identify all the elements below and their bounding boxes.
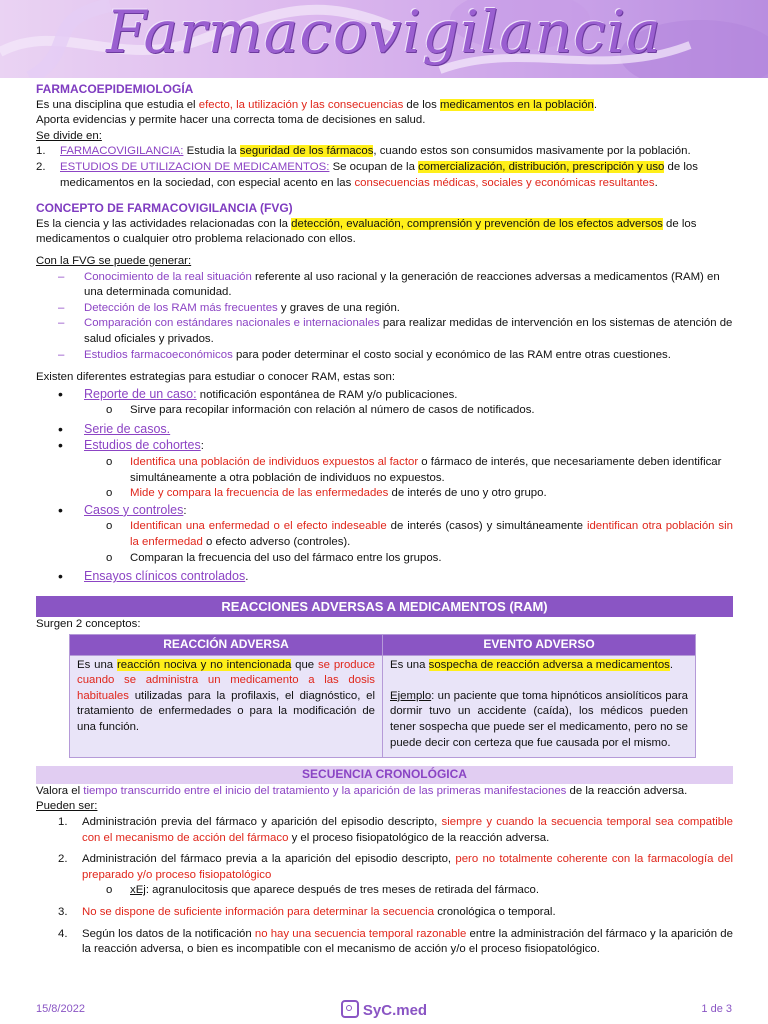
sub-list-item: o Identifica una población de individuos expuestos al factor o fármaco de interés, que necesariamente deben identificar simultáneamente a otra población de individuos no expuestos. bbox=[106, 456, 722, 484]
sub-list-item: o Comparan la frecuencia del uso del fármaco entre los grupos. bbox=[106, 551, 442, 564]
paragraph: Valora el tiempo transcurrido entre el inicio del tratamiento y la aparición de las primeras manifestaciones de la reacción adversa. bbox=[36, 784, 688, 797]
subheading: Se divide en: bbox=[36, 129, 102, 142]
paragraph: Es la ciencia y las actividades relacionadas con la detección, evaluación, comprensión y prevención de los efectos adversos de los medicamentos o cualquier otro problema relacionado con ellos. bbox=[36, 217, 697, 246]
table-cell: Es una sospecha de reacción adversa a medicamentos. Ejemplo: un paciente que toma hipnóticos ansiolíticos para dormir tuvo un accidente (caída), los médicos pueden tener sospecha que puede ser el medicamento, pero no se puede decir con certeza que fue causada por el mismo. bbox=[383, 655, 696, 758]
list-item: 3. No se dispone de suficiente información para determinar la secuencia cronológica o temporal. bbox=[58, 905, 556, 918]
sub-list-item: o Identifican una enfermedad o el efecto indeseable de interés (casos) y simultáneamente identifican otra población sin la enfermedad o efecto adverso (controles). bbox=[106, 520, 733, 549]
list-item: • Serie de casos. bbox=[58, 420, 171, 437]
section-band-ram: REACCIONES ADVERSAS A MEDICAMENTOS (RAM) bbox=[36, 596, 733, 618]
sub-list-item: o Sirve para recopilar información con relación al número de casos de notificados. bbox=[106, 404, 535, 417]
list-item: • Ensayos clínicos controlados. bbox=[58, 568, 249, 585]
table-header: EVENTO ADVERSO bbox=[383, 635, 696, 656]
list-item: 2. Administración del fármaco previa a la aparición del episodio descripto, pero no totalmente coherente con la farmacología del preparado y/o proceso fisiopatológico bbox=[58, 853, 733, 881]
footer-page-number: 1 de 3 bbox=[701, 1003, 732, 1015]
document-body bbox=[36, 82, 733, 958]
list-item: 4. Según los datos de la notificación no hay una secuencia temporal razonable entre la administración del fármaco y la aparición de la reacción adversa, o bien es incompatible con el mecanismo de acción y/o el proceso fisiopatológico. bbox=[58, 927, 733, 956]
paragraph: Surgen 2 conceptos: bbox=[36, 618, 141, 631]
list-item: • Casos y controles: bbox=[58, 501, 187, 518]
header-banner bbox=[0, 0, 768, 78]
section-band-secuencia: SECUENCIA CRONOLÓGICA bbox=[36, 766, 733, 784]
list-item: – Comparación con estándares nacionales e internacionales para realizar medidas de intervención en los sistemas de atención de salud oficiales y privados. bbox=[58, 317, 733, 345]
list-item: 2. ESTUDIOS DE UTILIZACION DE MEDICAMENTOS: Se ocupan de la comercialización, distribución, prescripción y uso de los medicamentos en la sociedad, con especial acento en las consecuencias médicas, sociales y económicas resultantes. bbox=[36, 160, 698, 189]
list-item: – Estudios farmacoeconómicos para poder determinar el costo social y económico de las RAM entre otras cuestiones. bbox=[58, 348, 671, 361]
subheading: Pueden ser: bbox=[36, 800, 98, 813]
footer-brand: SyC.med bbox=[0, 1000, 768, 1019]
subheading: Con la FVG se puede generar: bbox=[36, 254, 192, 267]
sub-list-item: o xEj: agranulocitosis que aparece después de tres meses de retirada del fármaco. bbox=[106, 884, 540, 897]
page-title: Farmacovigilancia bbox=[106, 0, 662, 66]
list-item: – Conocimiento de la real situación referente al uso racional y la generación de reacciones adversas a medicamentos (RAM) en una determinada comunidad. bbox=[58, 270, 720, 299]
table-header: REACCIÓN ADVERSA bbox=[70, 635, 383, 656]
list-item: • Reporte de un caso: notificación espontánea de RAM y/o publicaciones. bbox=[58, 385, 458, 402]
sub-list-item: o Mide y compara la frecuencia de las enfermedades de interés de uno y otro grupo. bbox=[106, 487, 547, 500]
list-item: • Estudios de cohortes: bbox=[58, 437, 204, 454]
table-cell: Es una reacción nociva y no intencionada que se produce cuando se administra un medicamento a las dosis habituales utilizadas para la profilaxis, el diagnóstico, el tratamiento de enfermedades o para la modificación de una función. bbox=[70, 655, 383, 758]
list-item: 1. Administración previa del fármaco y aparición del episodio descripto, siempre y cuando la secuencia temporal sea compatible con el mecanismo de acción del fármaco y el proceso fisiopatológico de la reacción adversa. bbox=[58, 815, 733, 844]
paragraph: Aporta evidencias y permite hacer una correcta toma de decisiones en salud. bbox=[36, 114, 426, 127]
paragraph: Existen diferentes estrategias para estudiar o conocer RAM, estas son: bbox=[36, 371, 395, 384]
section-heading-farmacoepidemiologia: FARMACOEPIDEMIOLOGÍA bbox=[36, 82, 194, 96]
list-item: 1. FARMACOVIGILANCIA: Estudia la seguridad de los fármacos, cuando estos son consumidos masivamente por la población. bbox=[36, 145, 691, 158]
section-heading-concepto: CONCEPTO DE FARMACOVIGILANCIA (FVG) bbox=[36, 201, 293, 216]
paragraph: Es una disciplina que estudia el efecto, la utilización y las consecuencias de los medicamentos en la población. bbox=[36, 98, 598, 111]
list-item: – Detección de los RAM más frecuentes y graves de una región. bbox=[58, 301, 400, 314]
ram-table bbox=[69, 634, 696, 758]
instagram-icon bbox=[341, 1000, 359, 1018]
footer-date: 15/8/2022 bbox=[36, 1003, 85, 1015]
